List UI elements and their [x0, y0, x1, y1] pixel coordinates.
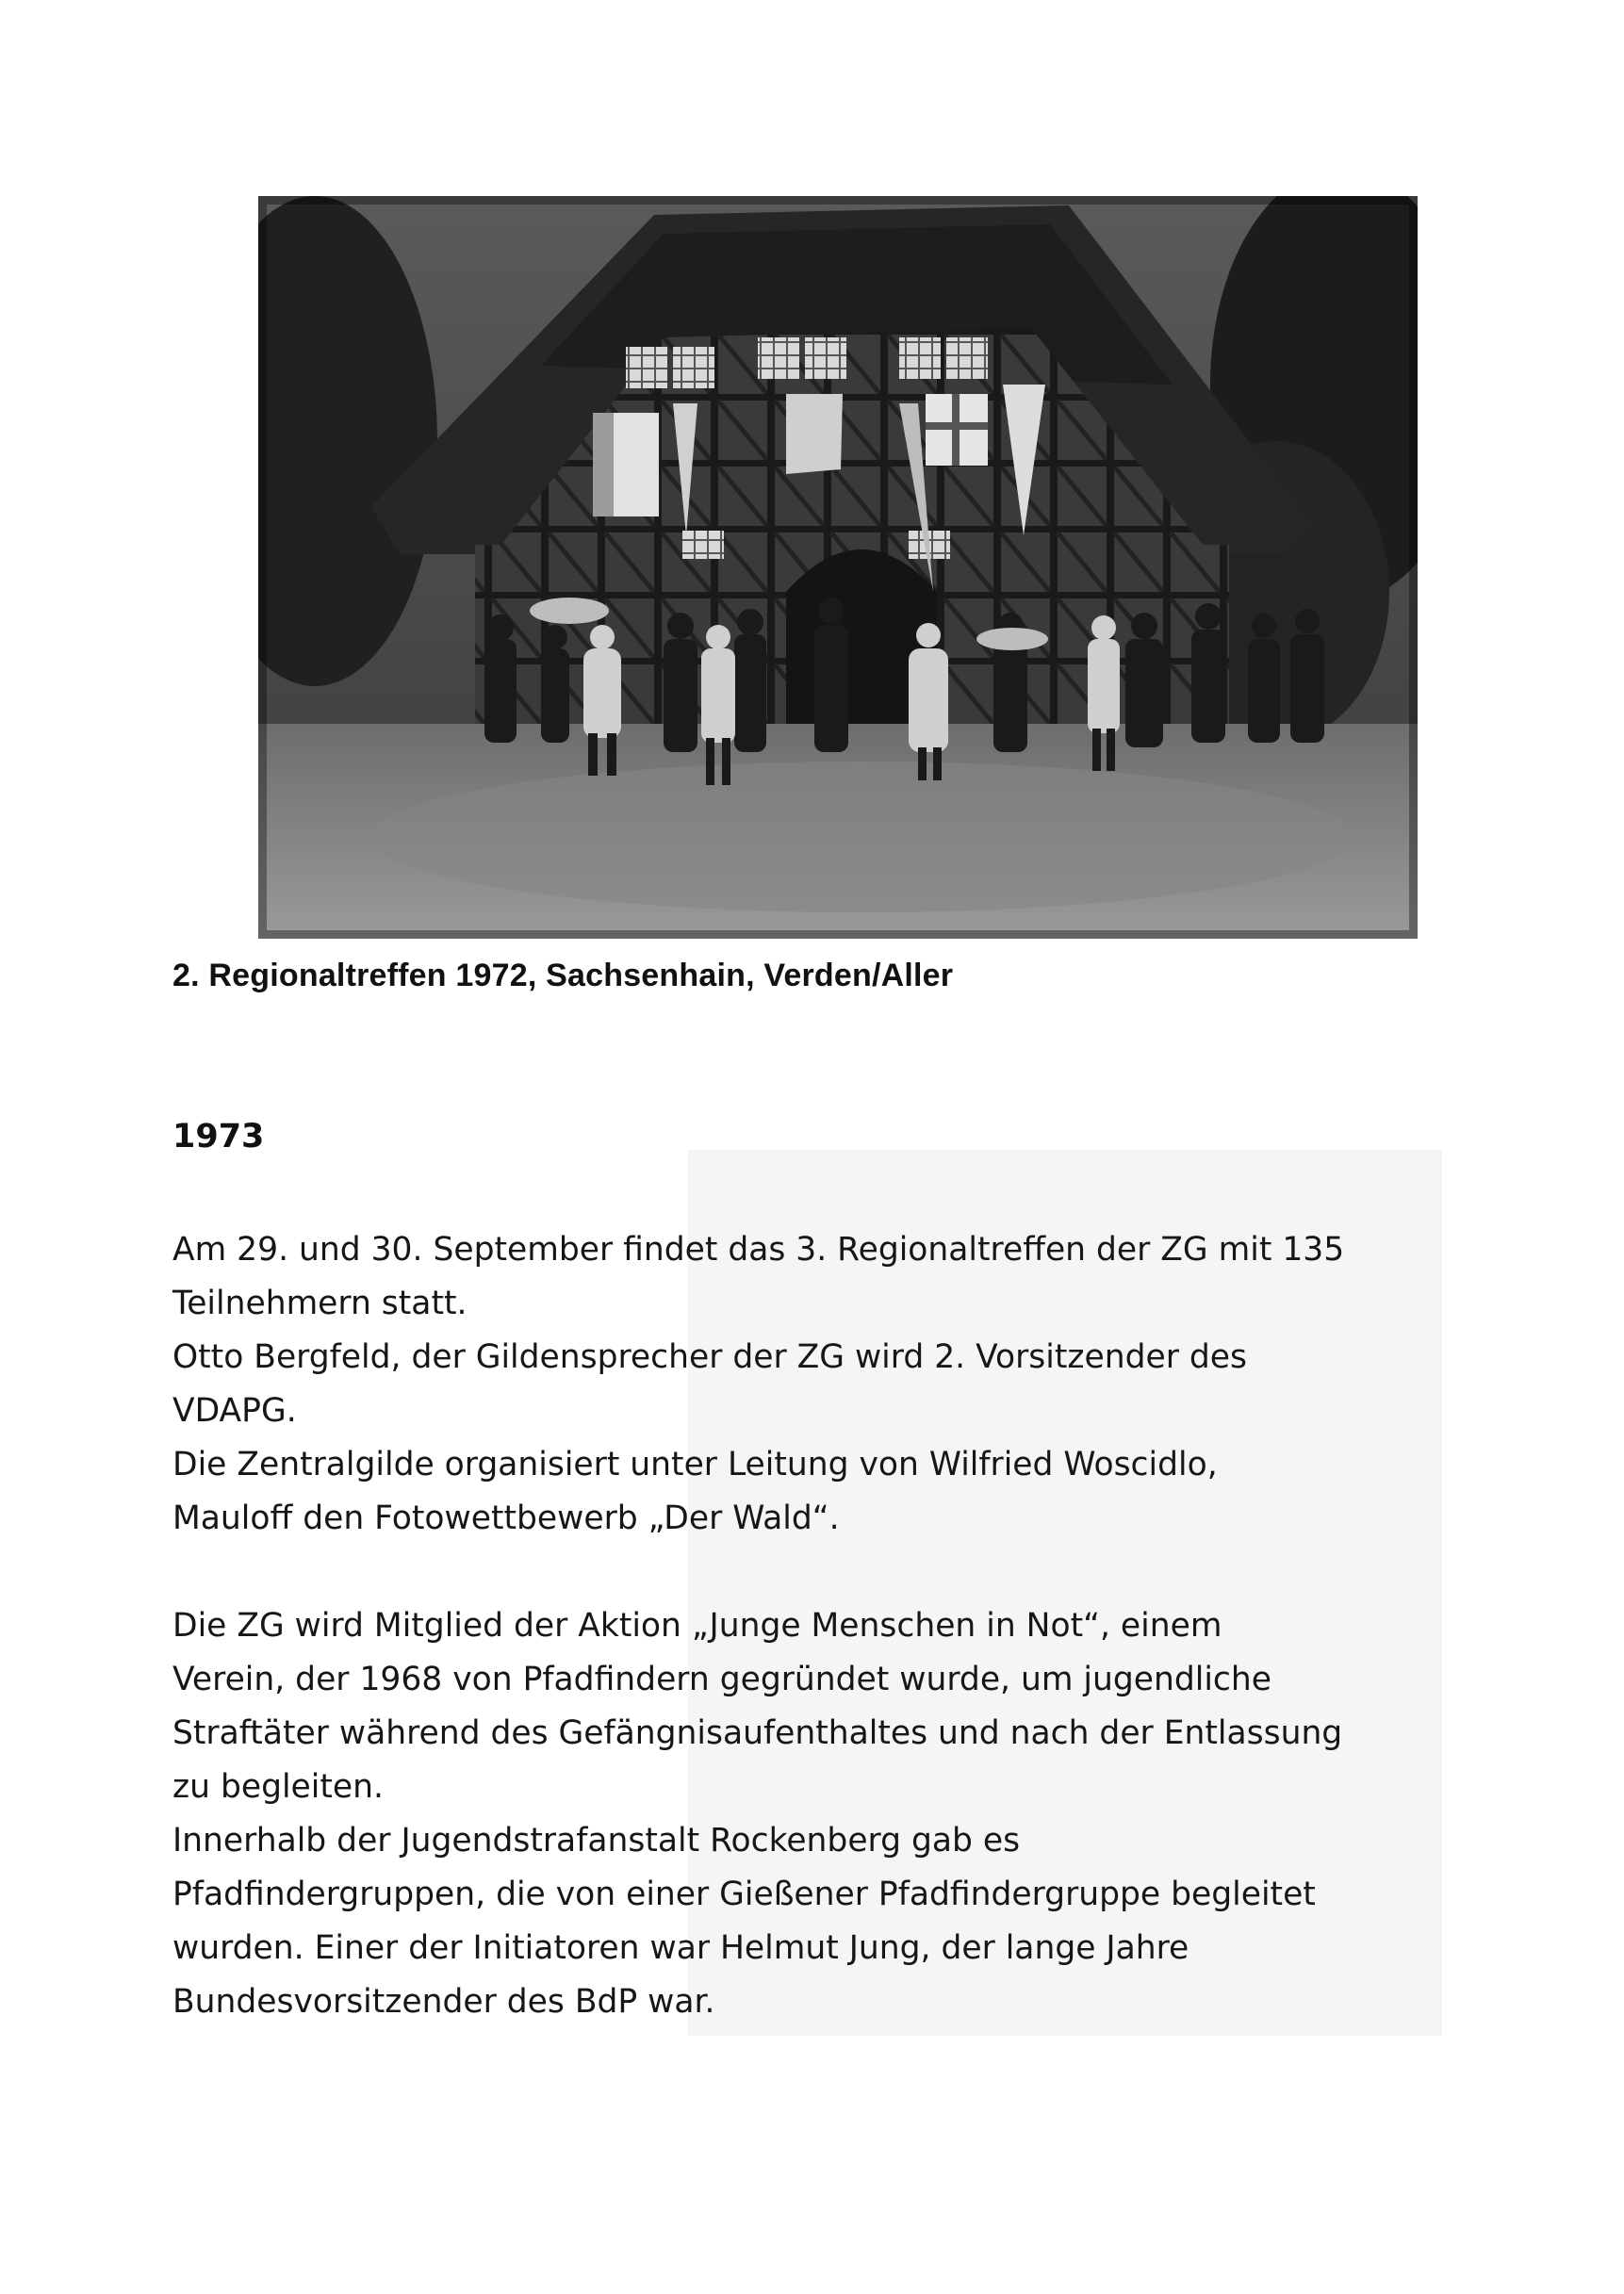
- section-year-heading: 1973: [172, 1118, 265, 1155]
- text-line: Teilnehmern statt.: [172, 1285, 468, 1322]
- text-line: Am 29. und 30. September findet das 3. Regionaltreffen der ZG mit 135: [172, 1231, 1345, 1269]
- photo-illustration: [258, 196, 1418, 939]
- paragraph-2: [172, 1599, 1492, 2029]
- text-line: Verein, der 1968 von Pfadfindern gegründet wurde, um jugendliche: [172, 1661, 1271, 1698]
- text-line: Innerhalb der Jugendstrafanstalt Rockenberg gab es: [172, 1822, 1021, 1860]
- text-line: VDAPG.: [172, 1392, 297, 1430]
- photo-caption: 2. Regionaltreffen 1972, Sachsenhain, Verden/Aller: [172, 958, 954, 993]
- section-body: [172, 1223, 1492, 2029]
- text-line: Straftäter während des Gefängnisaufenthaltes und nach der Entlassung: [172, 1714, 1343, 1752]
- paragraph-1: [172, 1223, 1492, 1546]
- text-line: Pfadfindergruppen, die von einer Gießener Pfadfindergruppe begleitet: [172, 1876, 1316, 1913]
- text-line: Bundesvorsitzender des BdP war.: [172, 1983, 715, 2021]
- text-line: Mauloff den Fotowettbewerb „Der Wald“.: [172, 1499, 840, 1537]
- paragraph-gap: [172, 1546, 1492, 1599]
- text-line: zu begleiten.: [172, 1768, 384, 1806]
- text-line: Die ZG wird Mitglied der Aktion „Junge Menschen in Not“, einem: [172, 1607, 1222, 1645]
- text-line: Otto Bergfeld, der Gildensprecher der ZG wird 2. Vorsitzender des: [172, 1338, 1247, 1376]
- event-photo: [258, 196, 1418, 939]
- text-line: wurden. Einer der Initiatoren war Helmut Jung, der lange Jahre: [172, 1929, 1189, 1967]
- text-line: Die Zentralgilde organisiert unter Leitung von Wilfried Woscidlo,: [172, 1446, 1218, 1483]
